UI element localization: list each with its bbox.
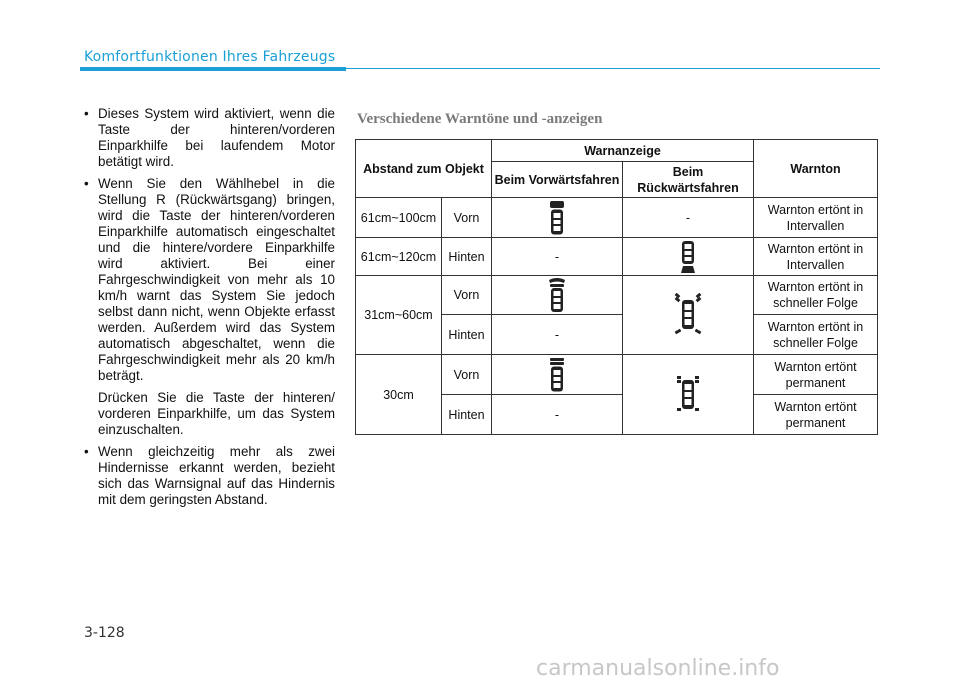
page-number: 3-128 — [84, 625, 125, 641]
side-cell: Vorn — [442, 198, 492, 238]
car-front-two-bars-icon — [547, 277, 567, 313]
side-cell: Hinten — [442, 238, 492, 276]
side-cell: Hinten — [442, 315, 492, 355]
watermark: carmanualsonline.info — [536, 656, 780, 681]
list-item — [84, 176, 335, 438]
list-item-text: Wenn Sie den Wählhebel in die Stellung R (Rückwärtsgang) bringen, wird die Taste der hinteren/vorderen Einparkhilfe automatisch eingeschaltet und die hintere/vordere Einparkhilfe wird aktiviert. Bei einer Fahrgeschwindigkeit von mehr als 10 km/h warnt das System Sie jedoch selbst dann nicht, wenn Objekte erfasst werden. Außerdem wird das System automatisch abgeschaltet, wenn die Fahrgeschwindigkeit mehr als 20 km/h beträgt. — [98, 176, 335, 383]
header-rule-thick — [80, 67, 346, 71]
sound-cell: Warnton ertönt permanent — [754, 355, 878, 395]
forward-cell: - — [492, 315, 623, 355]
car-all-corners-two-bars-icon — [674, 293, 702, 337]
side-cell: Hinten — [442, 395, 492, 435]
reverse-cell: - — [623, 198, 754, 238]
forward-cell: - — [492, 395, 623, 435]
forward-indicator-cell — [492, 355, 623, 395]
list-item: • Wenn gleichzeitig mehr als zwei Hindernisse erkannt werden, bezieht sich das Warnsignal auf das Hindernis mit dem geringsten Abstand. — [84, 444, 335, 508]
car-all-corners-three-bars-icon — [676, 375, 700, 415]
col-reverse-header: Beim Rückwärtsfahren — [623, 162, 754, 198]
instruction-list — [84, 106, 335, 508]
col-warnanzeige-header: Warnanzeige — [492, 140, 754, 162]
forward-indicator-cell — [492, 198, 623, 238]
sound-cell: Warnton ertönt in schneller Folge — [754, 315, 878, 355]
reverse-indicator-cell — [623, 238, 754, 276]
distance-cell: 30cm — [356, 355, 442, 435]
col-forward-header: Beim Vorwärtsfahren — [492, 162, 623, 198]
distance-cell: 61cm~100cm — [356, 198, 442, 238]
table-heading: Verschiedene Warntöne und -anzeigen — [357, 111, 603, 127]
col-distance-header: Abstand zum Objekt — [356, 140, 492, 198]
reverse-indicator-cell — [623, 276, 754, 355]
car-rear-one-bar-icon — [680, 240, 696, 274]
warning-table — [355, 139, 878, 435]
table-row — [356, 198, 878, 238]
distance-cell: 31cm~60cm — [356, 276, 442, 355]
car-front-one-bar-icon — [549, 200, 565, 236]
table-header-row — [356, 140, 878, 162]
sound-cell: Warnton ertönt in schneller Folge — [754, 276, 878, 315]
table-row — [356, 238, 878, 276]
header-rule-thin — [346, 68, 880, 69]
sound-cell: Warnton ertönt in Intervallen — [754, 198, 878, 238]
forward-indicator-cell — [492, 276, 623, 315]
forward-cell: - — [492, 238, 623, 276]
instructions-column — [84, 106, 335, 514]
distance-cell: 61cm~120cm — [356, 238, 442, 276]
col-warnton-header: Warnton — [754, 140, 878, 198]
table-row — [356, 276, 878, 315]
car-front-three-bars-icon — [548, 357, 566, 393]
reverse-indicator-cell — [623, 355, 754, 435]
side-cell: Vorn — [442, 355, 492, 395]
list-item: • Dieses System wird aktiviert, wenn die Taste der hinteren/vorderen Einparkhilfe bei laufendem Motor betätigt wird. — [84, 106, 335, 170]
sound-cell: Warnton ertönt in Intervallen — [754, 238, 878, 276]
section-title: Komfortfunktionen Ihres Fahrzeugs — [84, 49, 336, 65]
side-cell: Vorn — [442, 276, 492, 315]
sound-cell: Warnton ertönt permanent — [754, 395, 878, 435]
list-item-note: Drücken Sie die Taste der hinteren/ vorderen Einparkhilfe, um das System einzuschalten. — [98, 390, 335, 437]
table-row — [356, 355, 878, 395]
